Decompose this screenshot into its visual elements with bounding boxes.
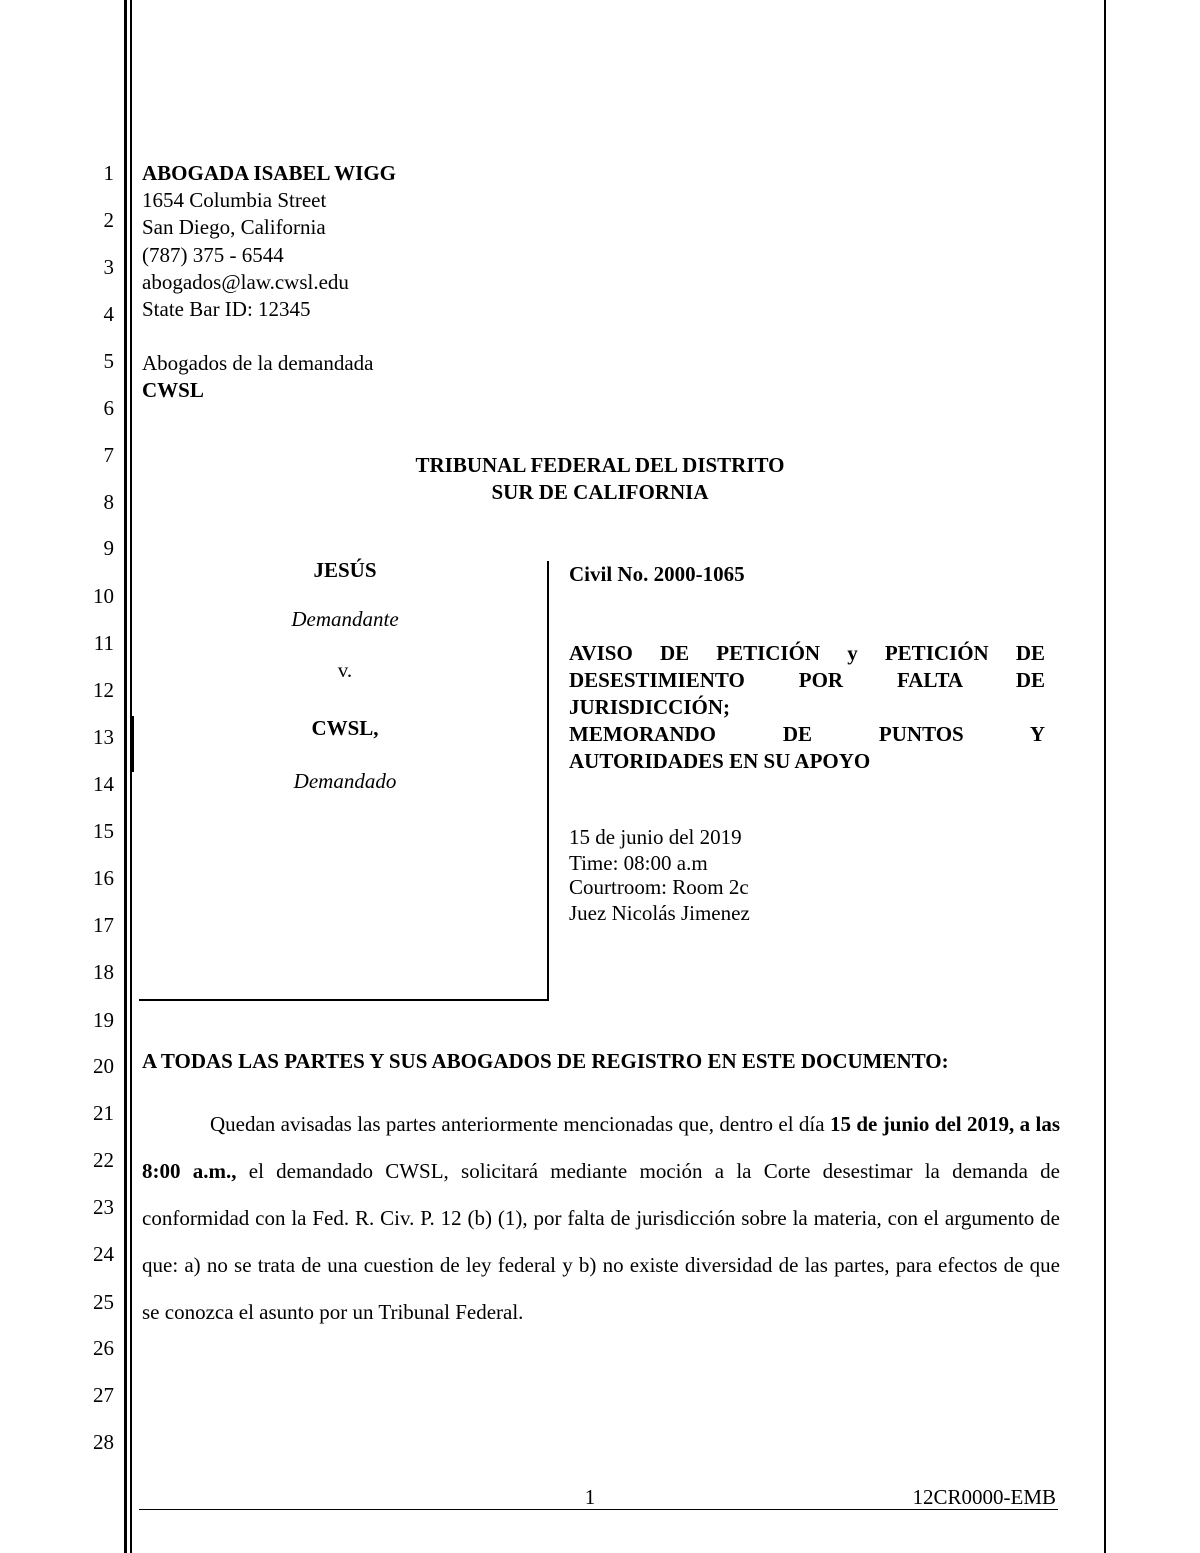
notice-text-start: Quedan avisadas las partes anteriormente mencionadas que, dentro el día bbox=[210, 1112, 830, 1136]
line-number: 1 bbox=[103, 161, 114, 185]
line-number: 19 bbox=[93, 1008, 114, 1032]
case-title-line: AUTORIDADES EN SU APOYO bbox=[569, 749, 871, 773]
line-number: 27 bbox=[93, 1383, 114, 1407]
line-number: 17 bbox=[93, 913, 114, 937]
judge: Juez Nicolás Jimenez bbox=[569, 901, 750, 925]
line-number: 9 bbox=[103, 536, 114, 560]
versus: v. bbox=[337, 658, 353, 682]
case-title bbox=[569, 640, 1045, 775]
notice-heading: A TODAS LAS PARTES Y SUS ABOGADOS DE REGISTRO EN ESTE DOCUMENTO: bbox=[142, 1049, 949, 1073]
attorney-client: CWSL bbox=[142, 378, 204, 402]
line-number: 10 bbox=[93, 584, 114, 608]
case-title-line: DESESTIMIENTO POR FALTA DE bbox=[569, 668, 1045, 692]
line-number: 24 bbox=[93, 1242, 114, 1266]
document-id: 12CR0000-EMB bbox=[912, 1485, 1056, 1509]
notice-date-time: 15 de junio del 2019, a las 8:00 a.m., bbox=[142, 1112, 1060, 1183]
case-title-line: JURISDICCIÓN; bbox=[569, 695, 731, 719]
line-number: 11 bbox=[93, 631, 114, 655]
attorney-phone: (787) 375 - 6544 bbox=[142, 243, 284, 267]
case-title-line: MEMORANDO DE PUNTOS Y bbox=[569, 722, 1045, 746]
line-number: 6 bbox=[103, 396, 114, 420]
attorney-role: Abogados de la demandada bbox=[142, 351, 374, 375]
line-number: 25 bbox=[93, 1290, 114, 1314]
left-margin-rule-mark bbox=[132, 716, 134, 772]
case-number: Civil No. 2000-1065 bbox=[569, 562, 745, 586]
footer-rule bbox=[139, 1509, 1058, 1510]
left-margin-rule-inner bbox=[130, 0, 132, 1553]
caption-bottom-rule bbox=[139, 999, 549, 1001]
line-number: 7 bbox=[103, 443, 114, 467]
attorney-email: abogados@law.cwsl.edu bbox=[142, 270, 349, 294]
line-number: 8 bbox=[103, 490, 114, 514]
hearing-date: 15 de junio del 2019 bbox=[569, 825, 742, 849]
court-name-line1: TRIBUNAL FEDERAL DEL DISTRITO bbox=[415, 453, 785, 477]
line-number: 3 bbox=[103, 255, 114, 279]
line-number: 18 bbox=[93, 960, 114, 984]
right-margin-rule bbox=[1104, 0, 1106, 1553]
courtroom: Courtroom: Room 2c bbox=[569, 875, 749, 899]
line-number: 21 bbox=[93, 1101, 114, 1125]
attorney-address-line1: 1654 Columbia Street bbox=[142, 188, 327, 212]
line-number: 13 bbox=[93, 725, 114, 749]
notice-paragraph bbox=[142, 1101, 1060, 1336]
line-number: 28 bbox=[93, 1430, 114, 1454]
page-number: 1 bbox=[584, 1485, 596, 1509]
attorney-name: ABOGADA ISABEL WIGG bbox=[142, 161, 397, 185]
attorney-address-line2: San Diego, California bbox=[142, 215, 326, 239]
line-number: 15 bbox=[93, 819, 114, 843]
attorney-bar-id: State Bar ID: 12345 bbox=[142, 297, 311, 321]
plaintiff-role: Demandante bbox=[291, 607, 399, 631]
notice-text-rest: el demandado CWSL, solicitará mediante moción a la Corte desestimar la demanda de conformidad con la Fed. R. Civ. P. 12 (b) (1), por falta de jurisdicción sobre la materia, con el argumento de que: a) no se trata de una cuestion de ley federal y b) no existe diversidad de las partes, para efectos de que se conozca el asunto por un Tribunal Federal. bbox=[142, 1159, 1060, 1324]
line-number: 26 bbox=[93, 1336, 114, 1360]
line-number: 2 bbox=[103, 208, 114, 232]
line-number: 5 bbox=[103, 349, 114, 373]
caption-vertical-rule bbox=[547, 561, 549, 1001]
line-number: 20 bbox=[93, 1054, 114, 1078]
hearing-time: Time: 08:00 a.m bbox=[569, 851, 708, 875]
plaintiff-name: JESÚS bbox=[313, 558, 377, 582]
line-number: 22 bbox=[93, 1148, 114, 1172]
defendant-name: CWSL, bbox=[311, 716, 379, 740]
defendant-role: Demandado bbox=[293, 769, 397, 793]
case-title-line: AVISO DE PETICIÓN y PETICIÓN DE bbox=[569, 641, 1045, 665]
line-number: 23 bbox=[93, 1195, 114, 1219]
line-number: 4 bbox=[103, 302, 114, 326]
court-name-line2: SUR DE CALIFORNIA bbox=[491, 480, 709, 504]
left-margin-rule-outer bbox=[124, 0, 127, 1553]
line-number: 12 bbox=[93, 678, 114, 702]
line-number: 16 bbox=[93, 866, 114, 890]
line-number: 14 bbox=[93, 772, 114, 796]
